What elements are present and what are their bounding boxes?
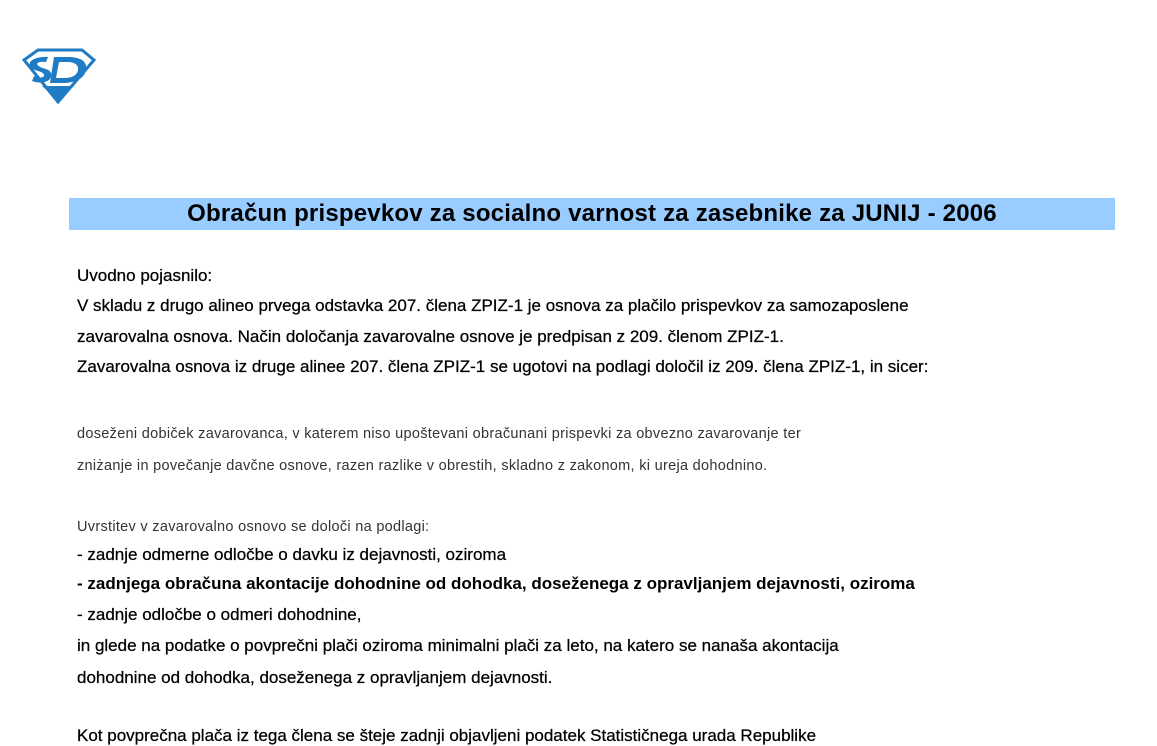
classification-tail-line: dohodnine od dohodka, doseženega z opravljanjem dejavnosti. <box>77 668 553 687</box>
company-logo <box>22 48 96 104</box>
classification-item: - zadnje odločbe o odmeri dohodnine, <box>77 605 362 624</box>
page-title: Obračun prispevkov za socialno varnost za zasebnike za JUNIJ - 2006 <box>187 200 997 227</box>
definition-line: doseženi dobiček zavarovanca, v katerem niso upoštevani obračunani prispevki za obvezno zavarovanje ter <box>77 426 802 442</box>
intro-heading: Uvodno pojasnilo: <box>77 266 213 285</box>
classification-item: - zadnjega obračuna akontacije dohodnine od dohodka, doseženega z opravljanjem dejavnosti, oziroma <box>77 574 915 593</box>
classification-heading: Uvrstitev v zavarovalno osnovo se določi na podlagi: <box>77 519 430 535</box>
intro-line: Zavarovalna osnova iz druge alinee 207. člena ZPIZ-1 se ugotovi na podlagi določil iz 209. člena ZPIZ-1, in sicer: <box>77 357 929 376</box>
intro-line: zavarovalna osnova. Način določanja zavarovalne osnove je predpisan z 209. členom ZPIZ-1. <box>77 327 784 346</box>
definition-line: zniżanje in povečanje davčne osnove, razen razlike v obrestih, skladno z zakonom, ki ureja dohodnino. <box>77 458 768 474</box>
classification-item: - zadnje odmerne odločbe o davku iz dejavnosti, oziroma <box>77 545 507 564</box>
classification-tail-line: in glede na podatke o povprečni plači oziroma minimalni plači za leto, na katero se nanaša akontacija <box>77 636 839 655</box>
intro-line: V skladu z drugo alineo prvega odstavka 207. člena ZPIZ-1 je osnova za plačilo prispevkov za samozaposlene <box>77 296 909 315</box>
closing-line: Kot povprečna plača iz tega člena se šteje zadnji objavljeni podatek Statističnega urada Republike <box>77 726 817 745</box>
title-bar <box>69 198 1115 230</box>
sd-shield-logo-icon <box>22 48 96 104</box>
